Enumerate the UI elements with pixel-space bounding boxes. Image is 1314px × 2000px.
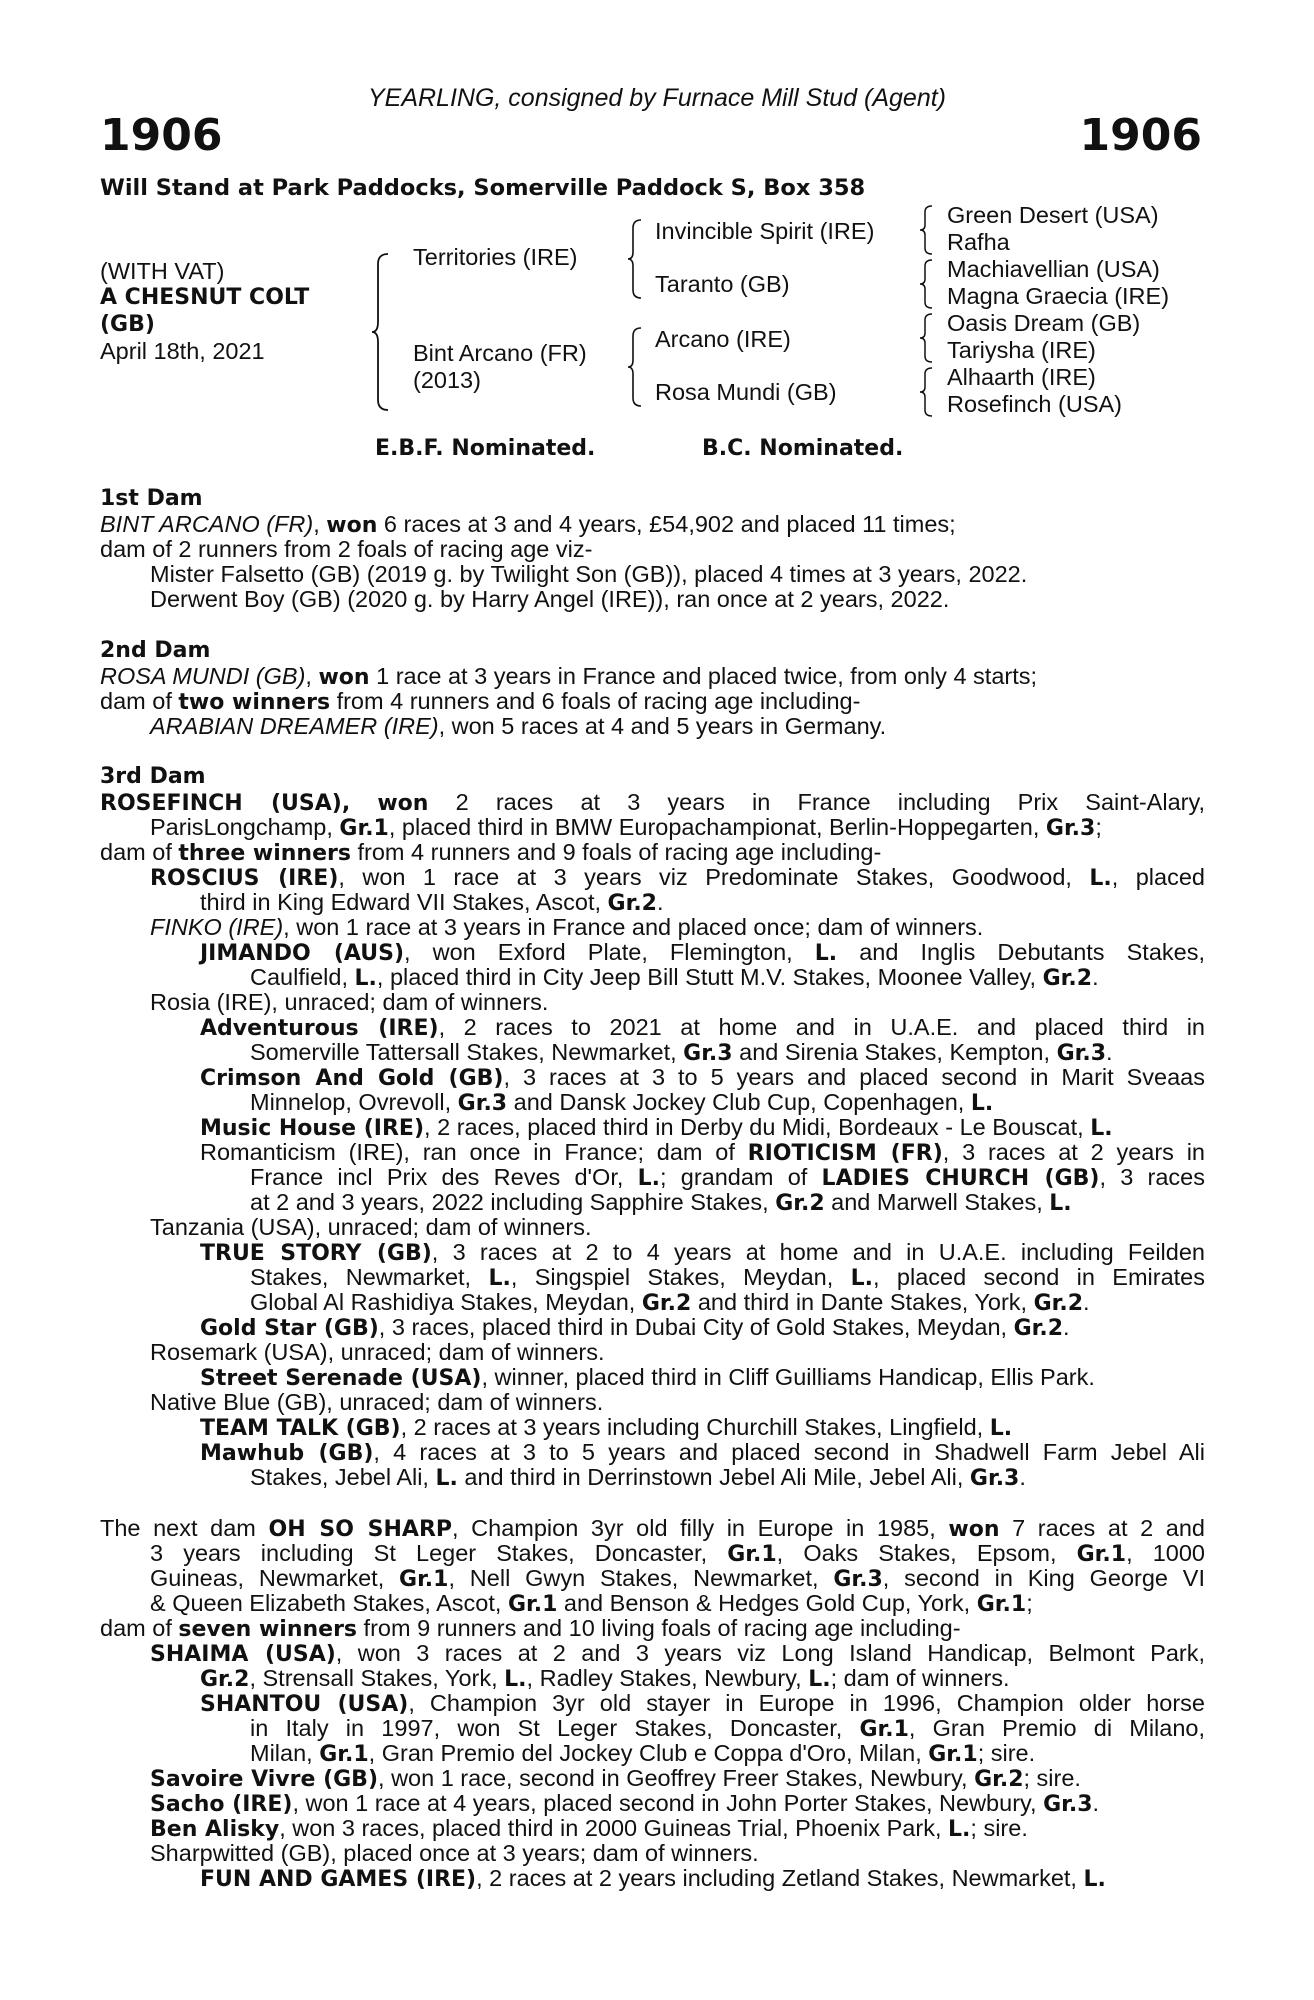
text: , placed — [1111, 864, 1205, 890]
text: and Sirenia Stakes, Kempton, — [732, 1039, 1057, 1065]
text: , placed third in City Jeep Bill Stutt M.V. Stakes, Moonee Valley, — [376, 964, 1043, 990]
pedigree-brace-sire — [626, 218, 644, 300]
dam-name: ROSA MUNDI (GB) — [100, 663, 306, 689]
text: , 3 races, placed third in Dubai City of Gold Stakes, Meydan, — [378, 1314, 1014, 1340]
produce-entry-cont — [250, 1165, 1205, 1191]
grade: Gr.3 — [833, 1567, 883, 1592]
text: , won 1 race at 3 years in France and placed once; dam of winners. — [283, 914, 984, 940]
grade: L. — [354, 966, 377, 991]
grade: Gr.1 — [507, 1592, 558, 1617]
text: , 2 races to 2021 at home and in U.A.E. and placed third in — [438, 1014, 1205, 1040]
second-dam-heading: 2nd Dam — [100, 638, 211, 663]
text: Global Al Rashidiya Stakes, Meydan, — [250, 1289, 642, 1315]
grade: Gr.2 — [200, 1667, 250, 1692]
horse-name: SHANTOU (USA) — [200, 1692, 409, 1717]
text: 7 races at 2 and — [999, 1515, 1206, 1541]
third-dam-produce-summary — [100, 840, 881, 866]
produce-entry: Tanzania (USA), unraced; dam of winners. — [150, 1214, 592, 1240]
text: third in King Edward VII Stakes, Ascot, — [200, 889, 608, 915]
produce-entry — [200, 1440, 1205, 1466]
next-dam-line-cont — [150, 1541, 1205, 1567]
grade: L. — [850, 1266, 874, 1291]
text: , 2 races at 2 years including Zetland Stakes, Newmarket, — [476, 1865, 1084, 1891]
produce-entry — [200, 1365, 1095, 1391]
horse-name: Street Serenade (USA) — [200, 1366, 482, 1391]
text: and third in Derrinstown Jebel Ali Mile, Jebel Ali, — [457, 1464, 970, 1490]
produce-entry — [200, 1015, 1205, 1041]
produce-entry-cont — [250, 1290, 1090, 1316]
produce-entry-cont — [200, 1666, 1010, 1692]
grade: L. — [948, 1817, 971, 1842]
text: from 4 runners and 9 foals of racing age including- — [350, 839, 882, 865]
won-label: won — [318, 665, 370, 690]
text: . — [1019, 1464, 1026, 1490]
horse-name: Adventurous (IRE) — [200, 1016, 439, 1041]
grade: L. — [970, 1091, 994, 1116]
text: Stakes, Newmarket, — [250, 1264, 489, 1290]
grade: L. — [989, 1416, 1013, 1441]
grade: Gr.1 — [859, 1717, 909, 1742]
horse-name: Gold Star (GB) — [200, 1316, 379, 1341]
grade: Gr.3 — [1056, 1041, 1106, 1066]
text: , won 1 race at 4 years, placed second in John Porter Stakes, Newbury, — [292, 1790, 1044, 1816]
grade: Gr.2 — [607, 891, 657, 916]
produce-entry-cont — [200, 890, 664, 916]
dam-line2: (2013) — [413, 367, 481, 393]
record-text: 1 race at 3 years in France and placed twice, from only 4 starts; — [369, 663, 1038, 689]
ss-dam: Rafha — [947, 229, 1010, 255]
text: , Champion 3yr old filly in Europe in 1985, — [452, 1515, 949, 1541]
dam-line1: Bint Arcano (FR) — [413, 340, 587, 366]
text: ParisLongchamp, — [150, 814, 340, 840]
ss-sire: Green Desert (USA) — [947, 202, 1159, 228]
text: , placed third in BMW Europachampionat, Berlin-Hoppegarten, — [388, 814, 1046, 840]
produce-entry — [150, 915, 983, 940]
dam-sire: Arcano (IRE) — [655, 326, 791, 352]
horse-name: ROSCIUS (IRE) — [150, 866, 339, 891]
next-dam-line-cont — [150, 1566, 1205, 1592]
text: , placed second in Emirates — [873, 1264, 1205, 1290]
grade: L. — [504, 1667, 527, 1692]
horse-name-line2: (GB) — [100, 312, 155, 337]
produce-entry — [200, 1866, 1106, 1892]
text: , Radley Stakes, Newbury, — [526, 1665, 809, 1691]
text: and Benson & Hedges Gold Cup, York, — [557, 1590, 977, 1616]
produce-entry-cont — [250, 1190, 1072, 1216]
text: dam of — [100, 1615, 179, 1641]
text: Guineas, Newmarket, — [150, 1565, 400, 1591]
third-dam-line — [100, 790, 1205, 816]
text: ; sire. — [970, 1815, 1028, 1841]
text: Stakes, Jebel Ali, — [250, 1464, 436, 1490]
next-dam-produce-summary — [100, 1616, 961, 1642]
text: , winner, placed third in Cliff Guilliams Handicap, Ellis Park. — [481, 1364, 1095, 1390]
produce-entry-cont — [250, 1265, 1205, 1291]
winners-count: seven winners — [178, 1617, 358, 1642]
dam-name: OH SO SHARP — [268, 1517, 453, 1542]
grade: Gr.3 — [1045, 816, 1096, 841]
horse-name: Savoire Vivre (GB) — [150, 1767, 379, 1792]
text: , 4 races at 3 to 5 years and placed second in Shadwell Farm Jebel Ali — [373, 1439, 1205, 1465]
text: and Inglis Debutants Stakes, — [837, 939, 1205, 965]
horse-name: FINKO (IRE) — [150, 914, 284, 940]
text: , won 3 races at 2 and 3 years viz Long Island Handicap, Belmont Park, — [335, 1640, 1205, 1666]
grade: Gr.2 — [775, 1191, 825, 1216]
text: , 3 races at 2 years in — [942, 1139, 1205, 1165]
dam-name: ROSEFINCH (USA), — [100, 791, 351, 816]
text: , second in King George VI — [882, 1565, 1205, 1591]
text: , won 5 races at 4 and 5 years in Germany. — [438, 713, 887, 739]
text: . — [656, 889, 664, 915]
second-dam-line — [100, 664, 1037, 690]
second-dam-produce-summary — [100, 689, 860, 715]
text: , won 1 race, second in Geoffrey Freer Stakes, Newbury, — [378, 1765, 975, 1791]
grade: L. — [808, 1667, 831, 1692]
date-of-birth: April 18th, 2021 — [100, 338, 265, 364]
horse-name: JIMANDO (AUS) — [200, 941, 405, 966]
grade: Gr.3 — [457, 1091, 508, 1116]
horse-name: TEAM TALK (GB) — [200, 1416, 401, 1441]
text: and Marwell Stakes, — [824, 1189, 1050, 1215]
produce-entry-cont — [250, 965, 1099, 991]
text: from 9 runners and 10 living foals of racing age including- — [357, 1615, 961, 1641]
won-label: won — [326, 513, 378, 538]
text: , Gran Premio di Milano, — [908, 1715, 1206, 1741]
dd-dam: Rosefinch (USA) — [947, 391, 1122, 417]
grade: Gr.3 — [683, 1041, 733, 1066]
produce-entry — [150, 1816, 1028, 1842]
produce-entry — [150, 1641, 1205, 1667]
text: . — [1063, 1314, 1070, 1340]
first-dam-heading: 1st Dam — [100, 486, 203, 511]
produce-entry: Mister Falsetto (GB) (2019 g. by Twilight Son (GB)), placed 4 times at 3 years, 2022. — [150, 561, 1028, 587]
text: and third in Dante Stakes, York, — [691, 1289, 1034, 1315]
sep: , — [313, 511, 327, 537]
text: , 3 races at 2 to 4 years at home and in U.A.E. including Feilden — [431, 1239, 1205, 1265]
produce-entry-cont — [250, 1716, 1205, 1742]
sd-dam: Magna Graecia (IRE) — [947, 283, 1170, 309]
horse-name: LADIES CHURCH (GB) — [821, 1166, 1100, 1191]
dd-sire: Alhaarth (IRE) — [947, 364, 1096, 390]
record-text: 6 races at 3 and 4 years, £54,902 and placed 11 times; — [377, 511, 956, 537]
text: , Gran Premio del Jockey Club e Coppa d'Oro, Milan, — [368, 1740, 929, 1766]
produce-entry — [200, 1691, 1205, 1717]
pedigree-brace-dam — [626, 326, 644, 408]
produce-entry-cont — [250, 1040, 1113, 1066]
text: 2 races at 3 years in France including Prix Saint-Alary, — [455, 789, 1206, 815]
text: from 4 runners and 6 foals of racing age including- — [330, 688, 861, 714]
text: , Nell Gwyn Stakes, Newmarket, — [448, 1565, 834, 1591]
grade: Gr.1 — [727, 1542, 777, 1567]
horse-name: TRUE STORY (GB) — [200, 1241, 432, 1266]
horse-name: FUN AND GAMES (IRE) — [200, 1867, 477, 1892]
produce-entry: Sharpwitted (GB), placed once at 3 years; dam of winners. — [150, 1840, 759, 1866]
bc-nomination: B.C. Nominated. — [702, 436, 904, 461]
text: , Oaks Stakes, Epsom, — [776, 1540, 1077, 1566]
produce-entry — [200, 1065, 1205, 1091]
text: . — [1106, 1039, 1113, 1065]
ds-sire: Oasis Dream (GB) — [947, 310, 1141, 336]
grade: Gr.2 — [1013, 1316, 1064, 1341]
grade: Gr.1 — [339, 816, 389, 841]
grade: Gr.2 — [1033, 1291, 1084, 1316]
text: ; sire. — [977, 1740, 1036, 1766]
pedigree-brace-main — [370, 252, 392, 412]
won-label: won — [948, 1517, 1000, 1542]
location-line: Will Stand at Park Paddocks, Somerville Paddock S, Box 358 — [100, 175, 866, 201]
text: at 2 and 3 years, 2022 including Sapphire Stakes, — [250, 1189, 776, 1215]
produce-entry — [150, 1791, 1099, 1817]
pedigree-brace-g1 — [918, 204, 934, 256]
grade: L. — [814, 941, 838, 966]
horse-name: Music House (IRE) — [200, 1116, 425, 1141]
next-dam-line — [100, 1516, 1205, 1542]
horse-name-line1: A CHESNUT COLT — [100, 285, 310, 310]
grade: L. — [1089, 866, 1112, 891]
winners-count: two winners — [178, 690, 331, 715]
text: 3 years including St Leger Stakes, Doncaster, — [150, 1540, 728, 1566]
text: & Queen Elizabeth Stakes, Ascot, — [150, 1590, 508, 1616]
sire-dam: Taranto (GB) — [655, 271, 790, 297]
horse-name: SHAIMA (USA) — [150, 1642, 336, 1667]
grade: Gr.1 — [976, 1592, 1027, 1617]
sire-sire: Invincible Spirit (IRE) — [655, 218, 875, 244]
grade: L. — [1049, 1191, 1072, 1216]
sep: , — [305, 663, 319, 689]
horse-name: Sacho (IRE) — [150, 1792, 293, 1817]
grade: Gr.1 — [399, 1567, 449, 1592]
grade: L. — [637, 1166, 660, 1191]
horse-name: ARABIAN DREAMER (IRE) — [150, 713, 439, 739]
grade: Gr.1 — [319, 1742, 369, 1767]
text: ; dam of winners. — [830, 1665, 1010, 1691]
produce-entry — [200, 940, 1205, 966]
produce-entry — [200, 1415, 1012, 1441]
produce-entry: Native Blue (GB), unraced; dam of winners. — [150, 1389, 604, 1415]
grade: Gr.1 — [1076, 1542, 1127, 1567]
lot-number-right: 1906 — [1079, 110, 1202, 161]
produce-entry: Derwent Boy (GB) (2020 g. by Harry Angel (IRE)), ran once at 2 years, 2022. — [150, 586, 950, 612]
produce-entry-cont — [250, 1741, 1035, 1767]
text: The next dam — [100, 1515, 269, 1541]
grade: Gr.2 — [1042, 966, 1093, 991]
text: in Italy in 1997, won St Leger Stakes, Doncaster, — [250, 1715, 860, 1741]
produce-entry — [200, 1115, 1113, 1141]
produce-entry — [200, 1140, 1205, 1166]
vat-note: (WITH VAT) — [100, 258, 225, 284]
grade: Gr.1 — [928, 1742, 978, 1767]
first-dam-produce-summary: dam of 2 runners from 2 foals of racing age viz- — [100, 536, 593, 562]
text: , 1000 — [1126, 1540, 1206, 1566]
text: , won 1 race at 3 years viz Predominate Stakes, Goodwood, — [338, 864, 1090, 890]
won-label: won — [377, 791, 429, 816]
text: Caulfield, — [250, 964, 355, 990]
ebf-nomination: E.B.F. Nominated. — [375, 436, 596, 461]
pedigree-brace-g3 — [918, 312, 934, 364]
text: . — [1092, 1790, 1100, 1816]
text: France incl Prix des Reves d'Or, — [250, 1164, 638, 1190]
grade: Gr.2 — [974, 1767, 1024, 1792]
grade: L. — [1090, 1116, 1113, 1141]
text: Somerville Tattersall Stakes, Newmarket, — [250, 1039, 684, 1065]
horse-name: Ben Alisky — [150, 1817, 280, 1842]
produce-entry — [150, 865, 1205, 891]
grade: L. — [435, 1466, 458, 1491]
horse-name: RIOTICISM (FR) — [747, 1141, 943, 1166]
text: Milan, — [250, 1740, 320, 1766]
text: , 2 races at 3 years including Churchill Stakes, Lingfield, — [400, 1414, 990, 1440]
text: , 3 races at 3 to 5 years and placed second in Marit Sveaas — [503, 1064, 1205, 1090]
grade: L. — [488, 1266, 511, 1291]
pedigree-brace-g4 — [918, 366, 934, 418]
text: . — [1092, 964, 1099, 990]
text: , 2 races, placed third in Derby du Midi, Bordeaux - Le Bouscat, — [424, 1114, 1091, 1140]
pedigree-brace-g2 — [918, 258, 934, 310]
text: and Dansk Jockey Club Cup, Copenhagen, — [507, 1089, 971, 1115]
text: ; sire. — [1023, 1765, 1081, 1791]
text: , 3 races — [1099, 1164, 1205, 1190]
horse-name: Crimson And Gold (GB) — [200, 1066, 504, 1091]
produce-entry — [150, 714, 886, 739]
grade: Gr.3 — [1043, 1792, 1093, 1817]
produce-entry — [150, 1766, 1081, 1792]
first-dam-line — [100, 512, 956, 538]
text: , Strensall Stakes, York, — [249, 1665, 505, 1691]
produce-entry — [200, 1240, 1205, 1266]
text: ; grandam of — [660, 1164, 822, 1190]
dam-dam: Rosa Mundi (GB) — [655, 379, 837, 405]
produce-entry — [200, 1315, 1070, 1341]
produce-entry: Rosemark (USA), unraced; dam of winners. — [150, 1339, 605, 1365]
ds-dam: Tariysha (IRE) — [947, 337, 1096, 363]
text: , Champion 3yr old stayer in Europe in 1996, Champion older horse — [408, 1690, 1205, 1716]
text: Romanticism (IRE), ran once in France; dam of — [200, 1139, 748, 1165]
sire: Territories (IRE) — [413, 244, 578, 270]
text: dam of — [100, 688, 179, 714]
horse-name: Mawhub (GB) — [200, 1441, 374, 1466]
produce-entry-cont — [250, 1090, 993, 1116]
grade: Gr.2 — [641, 1291, 692, 1316]
next-dam-line-cont — [150, 1591, 1033, 1617]
text: ; — [1095, 814, 1102, 840]
dam-name: BINT ARCANO (FR) — [100, 511, 314, 537]
text: ; — [1026, 1590, 1033, 1616]
winners-count: three winners — [178, 841, 351, 866]
grade: L. — [1083, 1867, 1106, 1892]
third-dam-heading: 3rd Dam — [100, 764, 206, 789]
grade: Gr.3 — [969, 1466, 1020, 1491]
text: , Singspiel Stakes, Meydan, — [510, 1264, 851, 1290]
text: , won 3 races, placed third in 2000 Guineas Trial, Phoenix Park, — [279, 1815, 948, 1841]
text: Minnelop, Ovrevoll, — [250, 1089, 458, 1115]
text: , won Exford Plate, Flemington, — [404, 939, 815, 965]
text: . — [1083, 1289, 1090, 1315]
produce-entry-cont — [250, 1465, 1026, 1491]
lot-number-left: 1906 — [100, 110, 223, 161]
third-dam-line-2 — [150, 815, 1102, 841]
text: dam of — [100, 839, 179, 865]
sd-sire: Machiavellian (USA) — [947, 256, 1160, 282]
produce-entry: Rosia (IRE), unraced; dam of winners. — [150, 989, 549, 1015]
consignor-line: YEARLING, consigned by Furnace Mill Stud (Agent) — [367, 84, 947, 112]
